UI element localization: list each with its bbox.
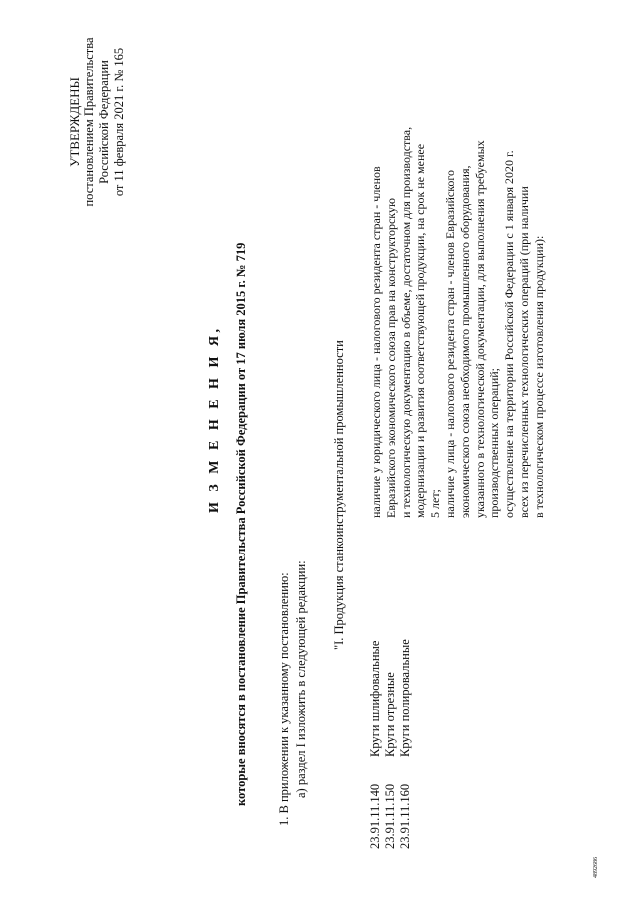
requirement-line: модернизации и развития соответствующей продукции, на срок не менее — [413, 143, 428, 518]
document-number: 4892686 — [593, 857, 599, 878]
product-code: 23.91.11.150 — [383, 783, 397, 849]
intro-item-2: а) раздел I изложить в следующей редакции: — [294, 560, 308, 798]
product-name: Круги отрезные — [383, 672, 397, 757]
approval-line-4: от 11 февраля 2021 г. № 165 — [112, 47, 126, 197]
approval-line-2: постановлением Правительства — [82, 37, 96, 207]
requirement-line: и технологическую документацию в объеме, достаточном для производства, — [398, 126, 413, 518]
requirements-column — [369, 127, 547, 518]
requirement-line: в технологическом процессе изготовления продукции): — [531, 235, 546, 518]
requirement-line: наличие у юридического лица - налогового резидента стран - членов — [369, 166, 383, 518]
requirement-line: Евразийского экономического союза прав на конструкторскую — [383, 198, 398, 518]
requirement-line: 5 лет; — [428, 489, 443, 518]
products-column — [368, 639, 413, 757]
requirement-line: указанного в технологической документации, для выполнения требуемых — [472, 140, 487, 518]
codes-column — [368, 784, 413, 849]
requirement-line: экономического союза необходимого промышленного оборудования, — [457, 165, 472, 518]
section-title: "I. Продукция станкоинструментальной промышленности — [332, 340, 346, 650]
document-subtitle: которые вносятся в постановление Правительства Российской Федерации от 17 июля 2015 г. № 719 — [234, 242, 248, 806]
approval-block — [67, 12, 127, 232]
product-code: 23.91.11.160 — [398, 783, 412, 849]
product-code: 23.91.11.140 — [368, 783, 382, 849]
requirement-line: осуществление на территории Российской Федерации с 1 января 2020 г. — [502, 150, 517, 518]
requirement-line: наличие у лица - налогового резидента стран - членов Евразийского — [442, 169, 457, 518]
document-heading: И З М Е Н Е Н И Я, — [207, 325, 222, 513]
approval-title: УТВЕРЖДЕНЫ — [67, 77, 82, 167]
product-name: Круги полировальные — [398, 639, 412, 757]
requirement-line: производственных операций; — [487, 368, 502, 518]
approval-line-3: Российской Федерации — [97, 60, 111, 184]
requirement-line: всех из перечисленных технологических операций (при наличии — [516, 186, 531, 518]
product-name: Круги шлифовальные — [368, 640, 382, 757]
intro-item-1: 1. В приложении к указанному постановлению: — [277, 572, 291, 826]
